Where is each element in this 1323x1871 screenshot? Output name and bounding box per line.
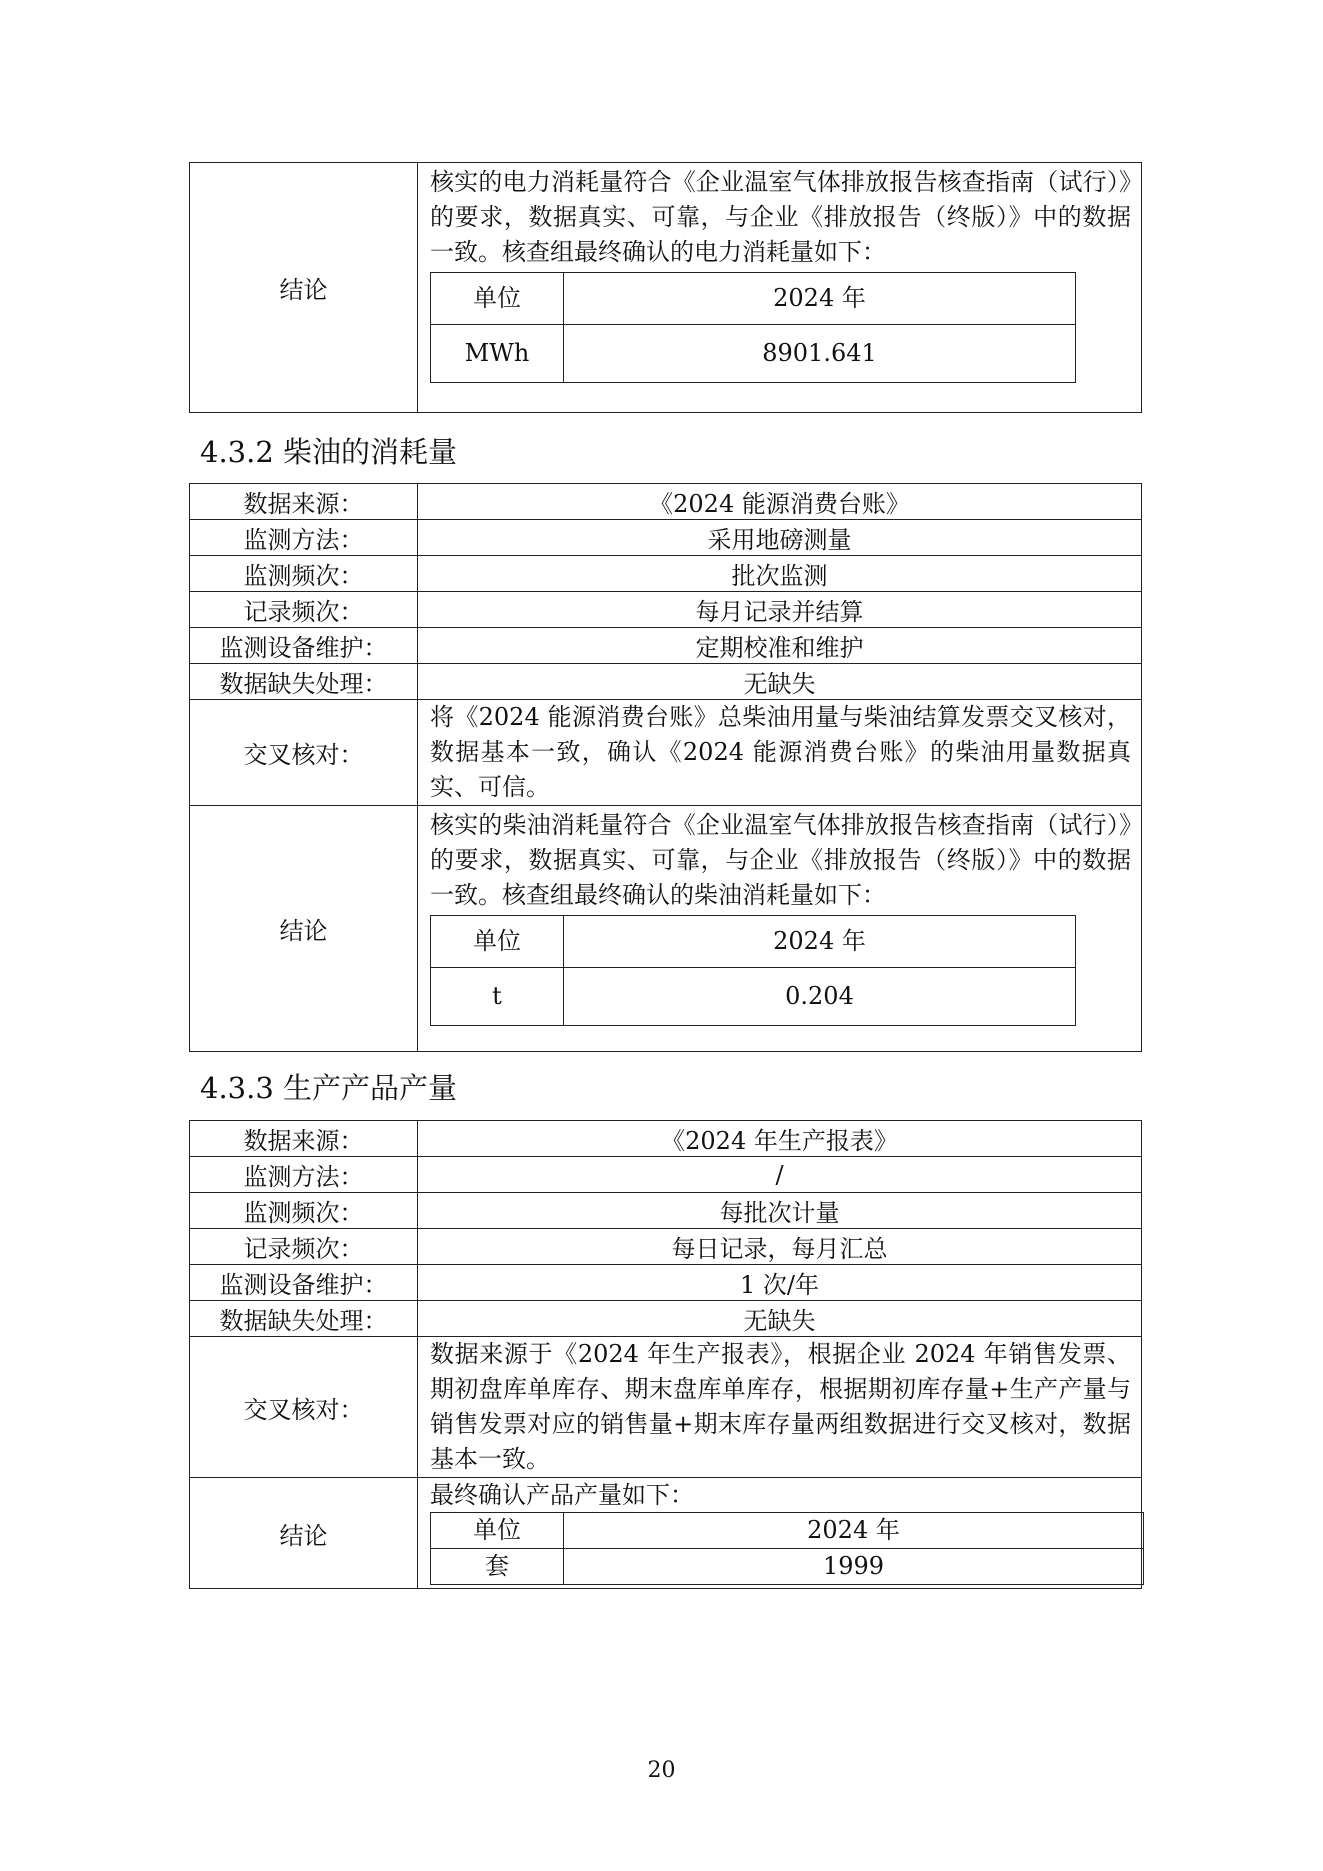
cross-check-cell: [418, 1337, 1142, 1478]
product-table: [189, 1120, 1142, 1589]
conclusion-cell: [418, 806, 1142, 1052]
table-row: [190, 1229, 1142, 1265]
table-row: [190, 1193, 1142, 1229]
conclusion-label: 结论: [190, 163, 418, 413]
row-label: 监测方法：: [190, 520, 418, 556]
cross-check-label: 交叉核对：: [190, 1337, 418, 1478]
unit-value: MWh: [431, 325, 564, 383]
table-row: [190, 484, 1142, 520]
table-row: [190, 592, 1142, 628]
table-row: [190, 556, 1142, 592]
conclusion-label: 结论: [190, 806, 418, 1052]
row-label: 监测频次：: [190, 1193, 418, 1229]
table-row: [190, 700, 1142, 806]
row-value: 采用地磅测量: [418, 520, 1142, 556]
conclusion-label: 结论: [190, 1478, 418, 1589]
unit-value: 套: [431, 1549, 564, 1585]
row-label: 数据来源：: [190, 484, 418, 520]
row-value: 无缺失: [418, 1301, 1142, 1337]
row-value: 1 次/年: [418, 1265, 1142, 1301]
unit-value: t: [431, 968, 564, 1026]
cross-check-label: 交叉核对：: [190, 700, 418, 806]
page-number: 20: [647, 1758, 676, 1783]
row-value: 《2024 能源消费台账》: [418, 484, 1142, 520]
year-header: 2024 年: [564, 1513, 1144, 1549]
row-value: 定期校准和维护: [418, 628, 1142, 664]
section-heading-diesel: 4.3.2 柴油的消耗量: [200, 435, 458, 469]
row-value: 批次监测: [418, 556, 1142, 592]
unit-header: 单位: [431, 1513, 564, 1549]
table-row: [190, 664, 1142, 700]
conclusion-text: 最终确认产品产量如下：: [430, 1481, 694, 1509]
table-row: [190, 806, 1142, 1052]
product-value: 1999: [564, 1549, 1144, 1585]
table-row: [190, 1301, 1142, 1337]
table-row: [190, 628, 1142, 664]
row-label: 监测设备维护：: [190, 628, 418, 664]
diesel-result-table: [430, 915, 1076, 1026]
table-row: [190, 1157, 1142, 1193]
electricity-conclusion-table: [189, 162, 1142, 413]
year-header: 2024 年: [564, 916, 1076, 968]
row-label: 监测频次：: [190, 556, 418, 592]
diesel-value: 0.204: [564, 968, 1076, 1026]
row-value: /: [418, 1157, 1142, 1193]
table-row: [190, 1337, 1142, 1478]
row-label: 数据缺失处理：: [190, 664, 418, 700]
cross-check-text: 数据来源于《2024 年生产报表》，根据企业 2024 年销售发票、期初盘库单库存、期末盘库单库存，根据期初库存量+生产产量与销售发票对应的销售量+期末库存量两组数据进行交叉核对，数据基本一致。: [430, 1340, 1131, 1473]
row-value: 每批次计量: [418, 1193, 1142, 1229]
row-label: 监测方法：: [190, 1157, 418, 1193]
conclusion-cell: [418, 1478, 1142, 1589]
conclusion-cell: [418, 163, 1142, 413]
table-row: [190, 1265, 1142, 1301]
row-label: 数据来源：: [190, 1121, 418, 1157]
table-row: [190, 1121, 1142, 1157]
cross-check-text: 将《2024 能源消费台账》总柴油用量与柴油结算发票交叉核对，数据基本一致，确认《2024 能源消费台账》的柴油用量数据真实、可信。: [430, 703, 1131, 801]
row-value: 无缺失: [418, 664, 1142, 700]
conclusion-text: 核实的柴油消耗量符合《企业温室气体排放报告核查指南（试行）》的要求，数据真实、可靠，与企业《排放报告（终版）》中的数据一致。核查组最终确认的柴油消耗量如下：: [430, 811, 1131, 909]
diesel-table: [189, 483, 1142, 1052]
electricity-value: 8901.641: [564, 325, 1076, 383]
product-result-table: [430, 1512, 1144, 1585]
conclusion-text: 核实的电力消耗量符合《企业温室气体排放报告核查指南（试行）》的要求，数据真实、可靠，与企业《排放报告（终版）》中的数据一致。核查组最终确认的电力消耗量如下：: [430, 168, 1131, 266]
row-label: 记录频次：: [190, 1229, 418, 1265]
table-row: [190, 1478, 1142, 1589]
table-row: [190, 520, 1142, 556]
cross-check-cell: [418, 700, 1142, 806]
row-label: 监测设备维护：: [190, 1265, 418, 1301]
row-label: 数据缺失处理：: [190, 1301, 418, 1337]
row-value: 《2024 年生产报表》: [418, 1121, 1142, 1157]
row-label: 记录频次：: [190, 592, 418, 628]
unit-header: 单位: [431, 273, 564, 325]
row-value: 每日记录，每月汇总: [418, 1229, 1142, 1265]
section-heading-product: 4.3.3 生产产品产量: [200, 1071, 458, 1105]
year-header: 2024 年: [564, 273, 1076, 325]
electricity-result-table: [430, 272, 1076, 383]
row-value: 每月记录并结算: [418, 592, 1142, 628]
unit-header: 单位: [431, 916, 564, 968]
